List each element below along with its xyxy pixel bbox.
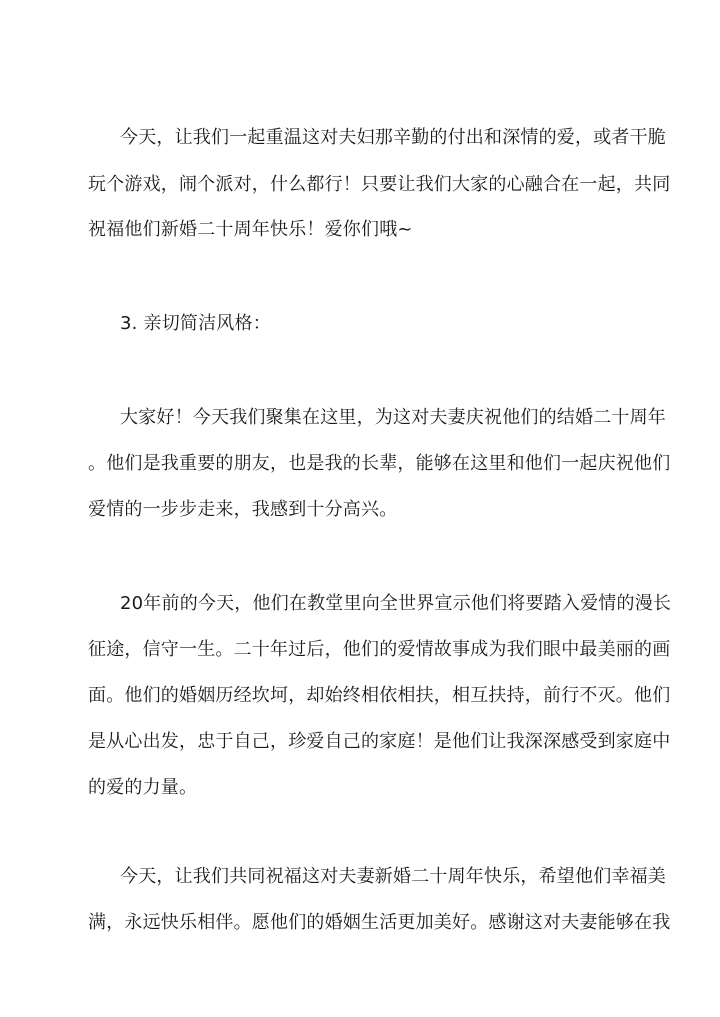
paragraph-2-line-2: 。他们是我重要的朋友，也是我的长辈，能够在这里和他们一起庆祝他们 bbox=[88, 453, 671, 474]
paragraph-4-line-1: 今天，让我们共同祝福这对夫妻新婚二十周年快乐，希望他们幸福美 bbox=[120, 866, 666, 887]
paragraph-3-line-5: 的爱的力量。 bbox=[88, 777, 198, 798]
paragraph-2-line-1: 大家好！今天我们聚集在这里，为这对夫妻庆祝他们的结婚二十周年 bbox=[120, 407, 666, 428]
paragraph-1-line-1: 今天，让我们一起重温这对夫妇那辛勤的付出和深情的爱，或者干脆 bbox=[120, 127, 666, 148]
paragraph-3-line-1: 20年前的今天，他们在教堂里向全世界宣示他们将要踏入爱情的漫长 bbox=[120, 593, 672, 614]
paragraph-4-line-2: 满，永远快乐相伴。愿他们的婚姻生活更加美好。感谢这对夫妻能够在我 bbox=[88, 912, 671, 933]
section-heading: 3. 亲切简洁风格： bbox=[120, 313, 271, 334]
paragraph-1-line-2: 玩个游戏，闹个派对，什么都行！只要让我们大家的心融合在一起，共同 bbox=[88, 174, 671, 195]
paragraph-3-line-4: 是从心出发，忠于自己，珍爱自己的家庭！是他们让我深深感受到家庭中 bbox=[88, 731, 671, 752]
paragraph-2-line-3: 爱情的一步步走来，我感到十分高兴。 bbox=[88, 499, 398, 520]
paragraph-3-line-3: 面。他们的婚姻历经坎坷，却始终相依相扶，相互扶持，前行不灭。他们 bbox=[88, 685, 671, 706]
paragraph-1-line-3: 祝福他们新婚二十周年快乐！爱你们哦~ bbox=[88, 219, 413, 240]
paragraph-3-line-2: 征途，信守一生。二十年过后，他们的爱情故事成为我们眼中最美丽的画 bbox=[88, 639, 671, 660]
